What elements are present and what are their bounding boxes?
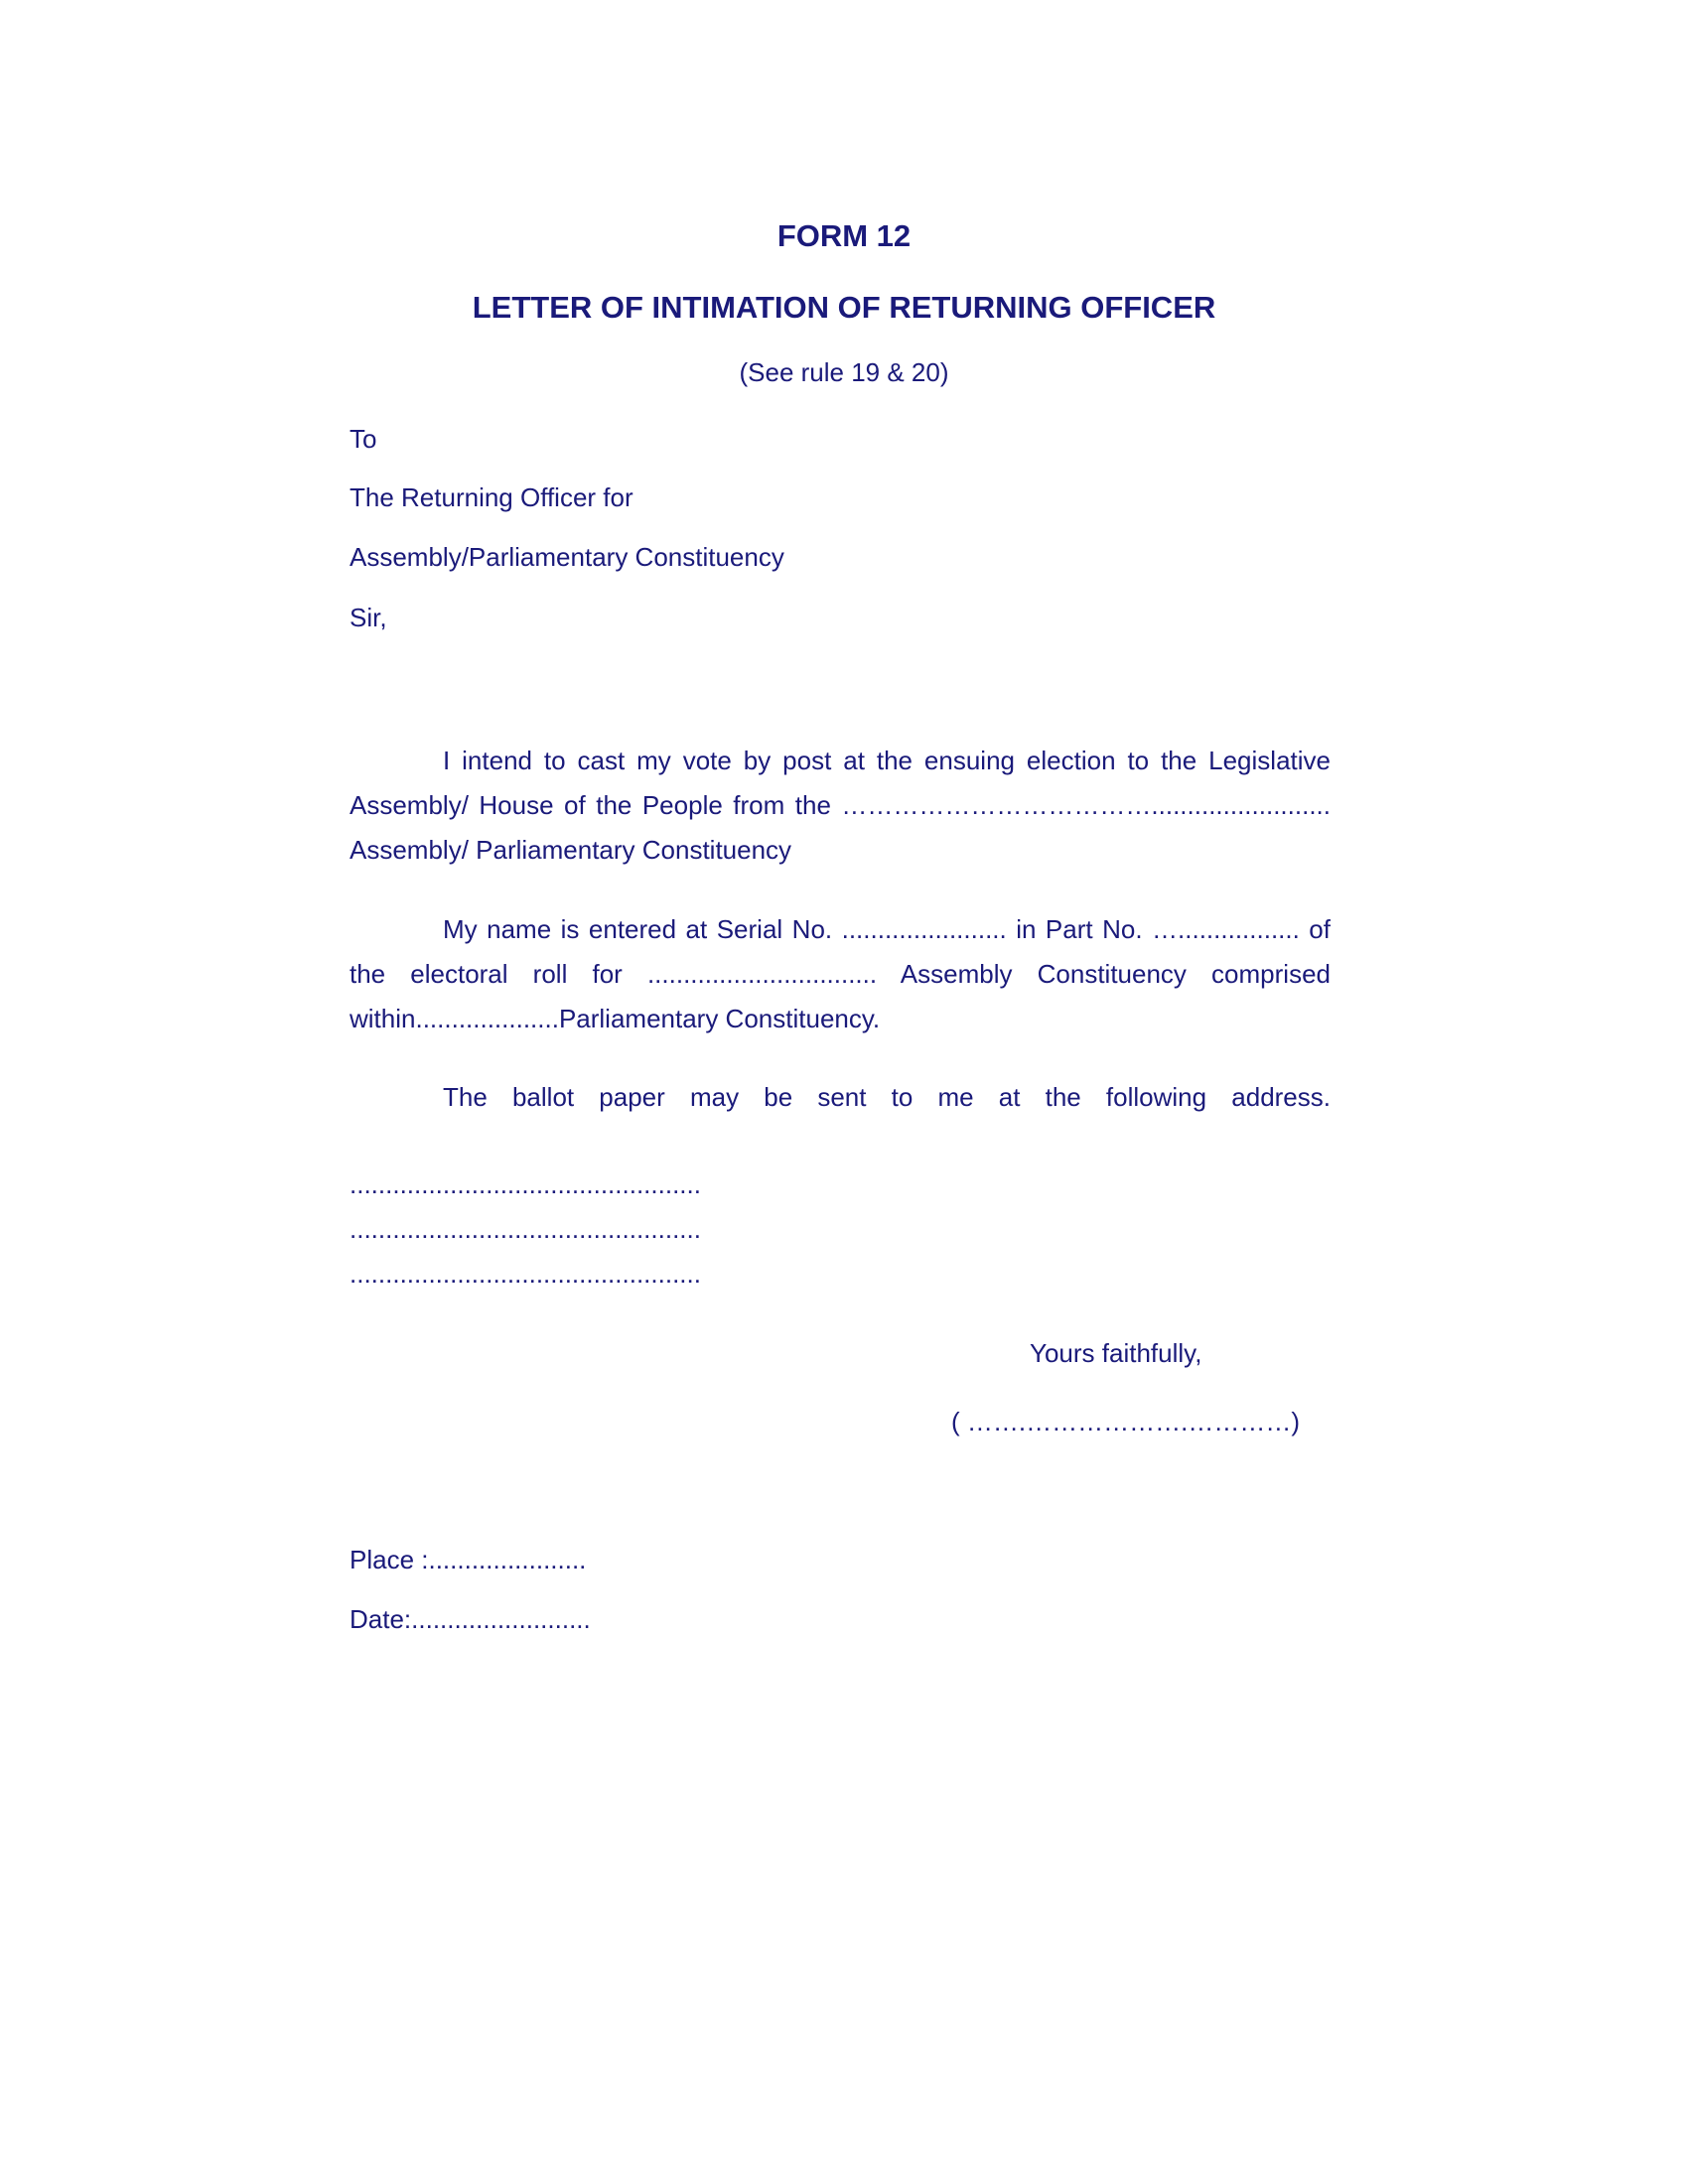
constituency-line: Assembly/Parliamentary Constituency <box>350 542 784 572</box>
form-title: FORM 12 <box>776 218 912 253</box>
address-line-3: ................................................. <box>350 1259 701 1289</box>
rule-reference: (See rule 19 & 20) <box>739 357 949 387</box>
salutation: Sir, <box>350 603 387 632</box>
paragraph-postal-vote <box>350 739 1331 873</box>
address-line-1: ................................................. <box>350 1169 701 1199</box>
paragraph-electoral-roll-line-1: My name is entered at Serial No. ....................... in Part No. …................. of <box>443 914 1331 944</box>
paragraph-postal-vote-line-1: I intend to cast my vote by post at the ensuing election to the Legislative <box>443 746 1331 775</box>
paragraph-electoral-roll <box>350 907 1331 1041</box>
signature-line: ( …….……………….…………) <box>951 1407 1300 1436</box>
date-field: Date:......................... <box>350 1604 591 1634</box>
paragraph-ballot-address <box>350 1075 1331 1120</box>
paragraph-ballot-address-line-1: The ballot paper may be sent to me at the following address. <box>443 1082 1331 1112</box>
letter-title: LETTER OF INTIMATION OF RETURNING OFFICER <box>472 290 1216 325</box>
paragraph-postal-vote-line-3: Assembly/ Parliamentary Constituency <box>350 835 792 865</box>
paragraph-postal-vote-line-2: Assembly/ House of the People from the ………………………………......................... <box>350 790 1331 820</box>
address-line-2: ................................................. <box>350 1214 701 1244</box>
paragraph-electoral-roll-line-3: within....................Parliamentary Constituency. <box>350 1004 881 1033</box>
valediction: Yours faithfully, <box>1030 1338 1202 1368</box>
to-label: To <box>350 424 377 454</box>
place-field: Place :...................... <box>350 1545 587 1574</box>
recipient-line: The Returning Officer for <box>350 482 633 512</box>
paragraph-electoral-roll-line-2: the electoral roll for ................................ Assembly Constituency comprised <box>350 959 1331 989</box>
